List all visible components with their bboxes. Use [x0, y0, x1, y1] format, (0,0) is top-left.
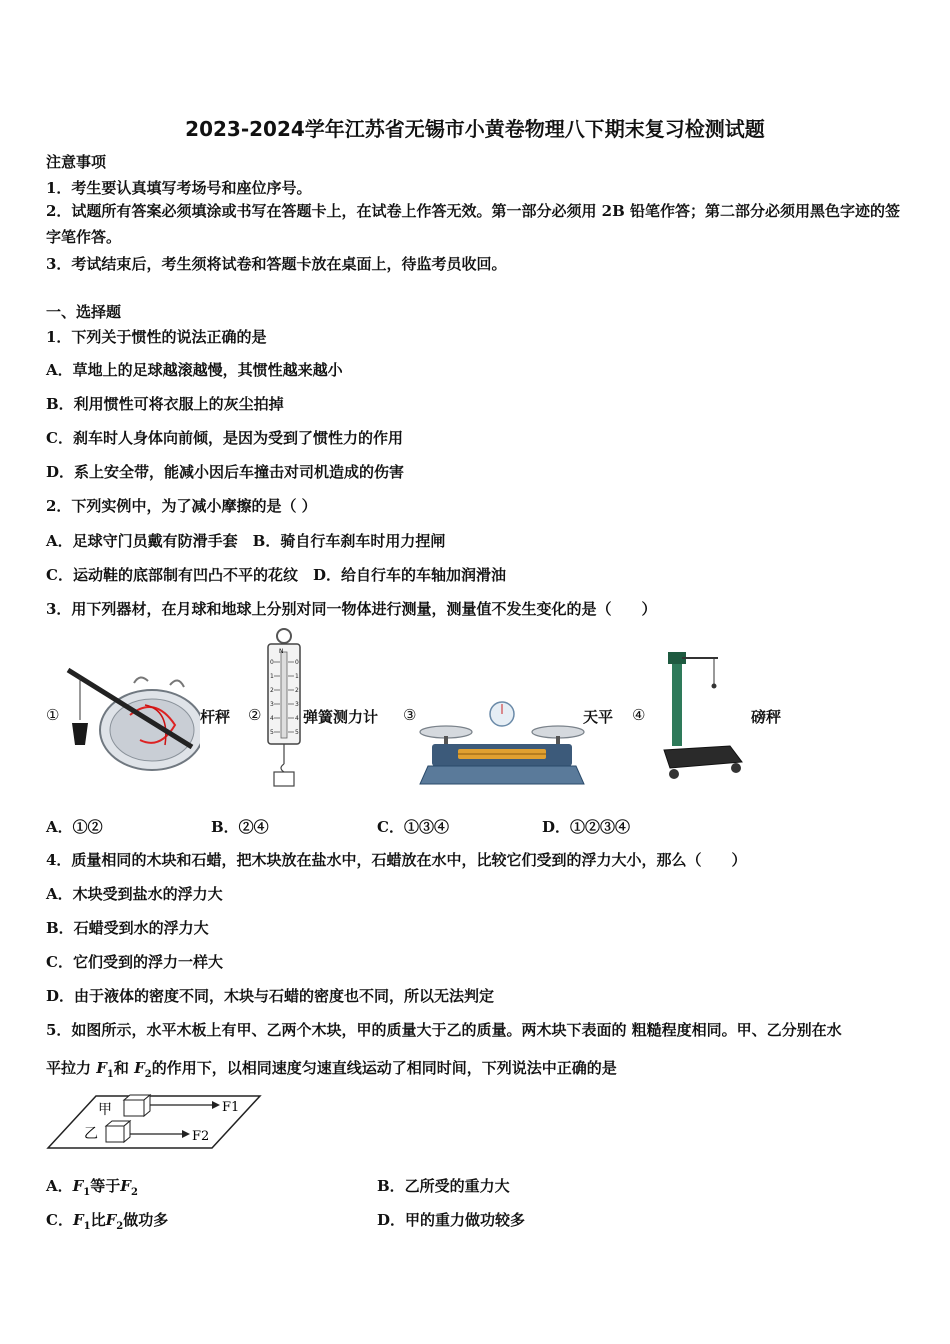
q1-stem: 1．下列关于惯性的说法正确的是: [46, 328, 267, 346]
platform-scale-image: [660, 650, 746, 784]
q5-stem-text: 平拉力: [46, 1059, 97, 1077]
scale-tick-label: 2: [295, 687, 299, 694]
q3-option-b: B．②④: [211, 818, 269, 836]
q4-option-b: B．石蜡受到水的浮力大: [46, 919, 209, 937]
scale-tick-label: 0: [295, 659, 299, 666]
scale-tick-label: 5: [270, 729, 274, 736]
item-3-number: ③: [403, 706, 417, 724]
scale-tick-label: 4: [270, 715, 274, 722]
force-symbol: F: [72, 1211, 84, 1229]
option-text: 做功多: [123, 1211, 169, 1229]
scale-tick-label: 3: [295, 701, 299, 708]
force-f2-label: F2: [192, 1129, 210, 1144]
item-3-label: 天平: [583, 708, 614, 726]
option-text: 比: [90, 1211, 106, 1229]
q3-stem: 3．用下列器材，在月球和地球上分别对同一物体进行测量，测量值不发生变化的是（ ）: [46, 600, 657, 618]
section-heading: 一、选择题: [46, 303, 122, 321]
scale-tick-label: 2: [270, 687, 274, 694]
q3-option-a: A．①②: [46, 818, 103, 836]
q2-options-ab: A．足球守门员戴有防滑手套 B．骑自行车刹车时用力捏闸: [46, 532, 446, 550]
q3-option-d: D．①②③④: [542, 818, 631, 836]
blocks-on-board-diagram: [46, 1090, 266, 1152]
q1-option-b: B．利用惯性可将衣服上的灰尘拍掉: [46, 395, 284, 413]
q4-option-c: C．它们受到的浮力一样大: [46, 953, 223, 971]
scale-tick-label: 4: [295, 715, 299, 722]
scale-tick-label: 0: [270, 659, 274, 666]
q5-option-d: D．甲的重力做功较多: [377, 1211, 526, 1229]
q3-option-c: C．①③④: [377, 818, 449, 836]
q5-stem-text: 的作用下，以相同速度匀速直线运动了相同时间，下列说法中正确的是: [151, 1059, 617, 1077]
q1-option-a: A．草地上的足球越滚越慢，其惯性越来越小: [46, 361, 343, 379]
q5-stem-text: 和: [113, 1059, 135, 1077]
subscript: 2: [116, 1221, 124, 1232]
force-f1-label: F1: [222, 1100, 240, 1115]
q1-option-c: C．刹车时人身体向前倾，是因为受到了惯性力的作用: [46, 429, 403, 447]
q2-options-cd: C．运动鞋的底部制有凹凸不平的花纹 D．给自行车的车轴加润滑油: [46, 566, 506, 584]
notice-item-2: 2．试题所有答案必须填涂或书写在答题卡上，在试卷上作答无效。第一部分必须用 2B 铅笔作答；第二部分必须用黑色字迹的签字笔作答。: [46, 202, 901, 246]
block-jia-label: 甲: [98, 1102, 112, 1118]
q1-option-d: D．系上安全带，能减小因后车撞击对司机造成的伤害: [46, 463, 405, 481]
force-symbol: F: [72, 1177, 84, 1195]
item-2-number: ②: [248, 706, 262, 724]
scale-tick-label: 5: [295, 729, 299, 736]
q5-option-b: B．乙所受的重力大: [377, 1177, 510, 1195]
option-prefix: C．: [46, 1211, 73, 1229]
scale-unit: N: [279, 648, 284, 655]
q2-stem: 2．下列实例中，为了减小摩擦的是（ ）: [46, 497, 317, 515]
option-text: 等于: [90, 1177, 121, 1195]
option-prefix: A．: [46, 1177, 73, 1195]
steelyard-image: [60, 655, 200, 785]
q5-stem-line-1: 5．如图所示，水平木板上有甲、乙两个木块，甲的质量大于乙的质量。两木块下表面的 粗糙程度相同。甲、乙分别在水: [46, 1021, 842, 1039]
subscript: 1: [106, 1069, 114, 1080]
q4-option-a: A．木块受到盐水的浮力大: [46, 885, 223, 903]
item-2-label: 弹簧测力计: [303, 708, 379, 726]
force-symbol: F: [105, 1211, 117, 1229]
page-title: 2023-2024学年江苏省无锡市小黄卷物理八下期末复习检测试题: [185, 117, 765, 141]
force-symbol: F: [96, 1059, 107, 1077]
notice-heading: 注意事项: [46, 153, 107, 171]
item-4-label: 磅秤: [751, 708, 782, 726]
block-yi-label: 乙: [84, 1126, 98, 1142]
force-symbol: F: [120, 1177, 131, 1195]
notice-item-3: 3．考试结束后，考生须将试卷和答题卡放在桌面上，待监考员收回。: [46, 255, 507, 273]
q5-option-c: [46, 1209, 168, 1232]
balance-image: [418, 700, 586, 788]
subscript: 2: [130, 1187, 138, 1198]
item-1-number: ①: [46, 706, 60, 724]
q5-option-a: [46, 1175, 138, 1198]
item-4-number: ④: [632, 706, 646, 724]
scale-tick-label: 1: [270, 673, 274, 680]
scale-tick-label: 1: [295, 673, 299, 680]
spring-scale-image: [262, 626, 308, 788]
subscript: 1: [83, 1187, 91, 1198]
q5-stem-line-2: [46, 1057, 617, 1080]
q4-option-d: D．由于液体的密度不同，木块与石蜡的密度也不同，所以无法判定: [46, 987, 495, 1005]
subscript: 1: [83, 1221, 91, 1232]
scale-tick-label: 3: [270, 701, 274, 708]
item-1-label: 杆秤: [200, 708, 231, 726]
notice-item-1: 1．考生要认真填写考场号和座位序号。: [46, 179, 312, 197]
force-symbol: F: [134, 1059, 145, 1077]
subscript: 2: [144, 1069, 152, 1080]
q4-stem: 4．质量相同的木块和石蜡，把木块放在盐水中，石蜡放在水中，比较它们受到的浮力大小，那么（ ）: [46, 851, 747, 869]
